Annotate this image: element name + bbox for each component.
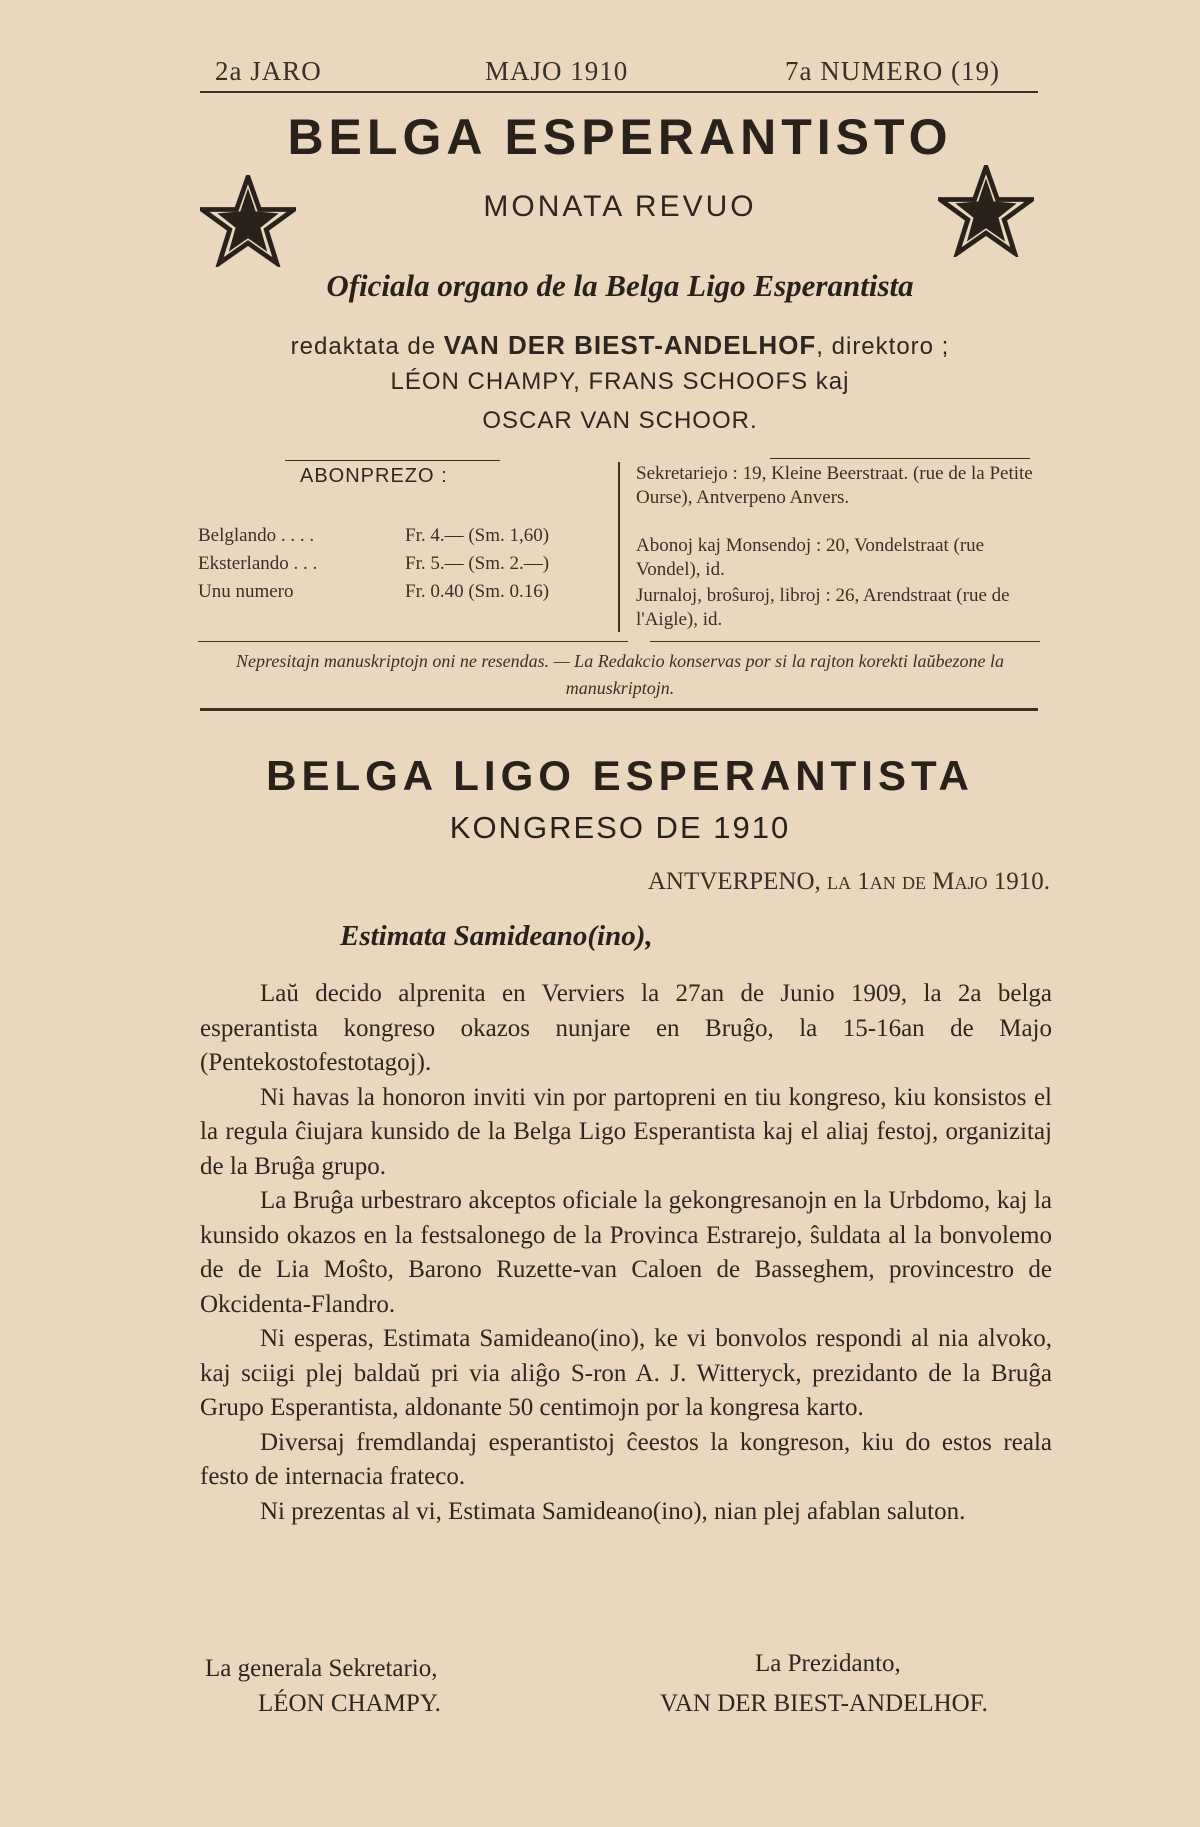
address-top-rule: [770, 458, 1030, 459]
box-divider: [618, 462, 620, 632]
issue-date: MAJO 1910: [485, 56, 629, 86]
paragraph: Laŭ decido alprenita en Verviers la 27an de Junio 1909, la 2a belga esperantista kongreso okazos nunjare en Bruĝo, la 15-16an de Majo (Pentekostofestotagoj).: [200, 980, 1052, 1076]
journal-title: BELGA ESPERANTISTO: [287, 109, 953, 165]
subscription-row: [198, 525, 314, 547]
article-date: ANTVERPENO, la 1an de Majo 1910.: [647, 868, 1050, 895]
official-organ-line: Oficiala organo de la Belga Ligo Esperantista: [326, 268, 914, 303]
editors-line-3: OSCAR VAN SCHOOR.: [482, 407, 758, 434]
article-body: [200, 977, 1052, 1529]
paragraph: La Bruĝa urbestraro akceptos oficiale la gekongresanojn en la Urbdomo, kaj la kunsido okazos en la festsalonego de la Provinca Estrarejo, ŝuldata al la bonvolemo de de Lia Moŝto, Barono Ruzette-van Caloen de Basseghem, provincestro de Okcidenta-Flandro.: [200, 1187, 1052, 1318]
director-name: VAN DER BIEST-ANDELHOF: [443, 330, 817, 360]
price-label: Belglando . . . .: [198, 525, 315, 546]
volume-year: 2a JARO: [215, 56, 322, 86]
paragraph: Ni esperas, Estimata Samideano(ino), ke vi bonvolos respondi al nia alvoko, kaj sciigi plej baldaŭ pri via aliĝo S-ron A. J. Witteryck, prezidanto de la Bruĝa Grupo Esperantista, aldonante 50 centimojn por la kongresa karto.: [200, 1325, 1052, 1421]
paragraph: Ni prezentas al vi, Estimata Samideano(ino), nian plej afablan saluton.: [260, 1497, 966, 1525]
address-journals: Jurnaloj, broŝuroj, libroj : 26, Arendstraat (rue de l'Aigle), id.: [636, 585, 1010, 630]
editors-prefix: redaktata de: [290, 333, 444, 360]
paragraph: Diversaj fremdlandaj esperantistoj ĉeestos la kongreson, kiu do estos reala festo de internacia frateco.: [200, 1428, 1052, 1490]
manuscript-notice: Nepresitajn manuskriptojn oni ne resendas. — La Redakcio konservas por si la rajton korekti laŭbezone la manuskriptojn.: [236, 651, 1004, 698]
subscription-top-rule: [285, 460, 500, 461]
address-secretariat: Sekretariejo : 19, Kleine Beerstraat. (rue de la Petite Ourse), Antverpeno Anvers.: [636, 463, 1033, 508]
article-subheading: KONGRESO DE 1910: [449, 810, 791, 845]
subscription-row: [198, 581, 294, 603]
subscription-row: [198, 553, 317, 575]
price-value: Fr. 0.40 (Sm. 0.16): [405, 581, 550, 602]
journal-subtitle: MONATA REVUO: [483, 190, 757, 223]
box-bottom-rule-left: [198, 641, 628, 642]
editors-line-2: LÉON CHAMPY, FRANS SCHOOFS kaj: [390, 368, 850, 395]
president-title: La Prezidanto,: [755, 1650, 901, 1677]
price-value: Fr. 5.— (Sm. 2.—): [405, 553, 550, 574]
section-rule: [200, 708, 1038, 711]
price-label: Eksterlando . . .: [198, 553, 318, 574]
header-rule: [200, 91, 1038, 93]
address-subscriptions: Abonoj kaj Monsendoj : 20, Vondelstraat (rue Vondel), id.: [636, 535, 985, 580]
secretary-title: La generala Sekretario,: [205, 1655, 438, 1682]
issue-number: 7a NUMERO (19): [785, 56, 1000, 86]
price-value: Fr. 4.— (Sm. 1,60): [405, 525, 550, 546]
paragraph: Ni havas la honoron inviti vin por partopreni en tiu kongreso, kiu konsistos el la regula ĉiujara kunsido de la Belga Ligo Esperantista kaj el aliaj festoj, organizitaj de la Bruĝa grupo.: [200, 1083, 1052, 1180]
subscription-heading: ABONPREZO :: [300, 465, 448, 487]
editors-line-1: [200, 330, 1040, 361]
president-name: VAN DER BIEST-ANDELHOF.: [660, 1690, 988, 1717]
secretary-name: LÉON CHAMPY.: [258, 1690, 441, 1717]
price-label: Unu numero: [198, 581, 294, 602]
editors-suffix: , direktoro ;: [816, 333, 950, 360]
article-heading: BELGA LIGO ESPERANTISTA: [266, 752, 974, 799]
box-bottom-rule-right: [650, 641, 1040, 642]
salutation: Estimata Samideano(ino),: [340, 920, 653, 952]
